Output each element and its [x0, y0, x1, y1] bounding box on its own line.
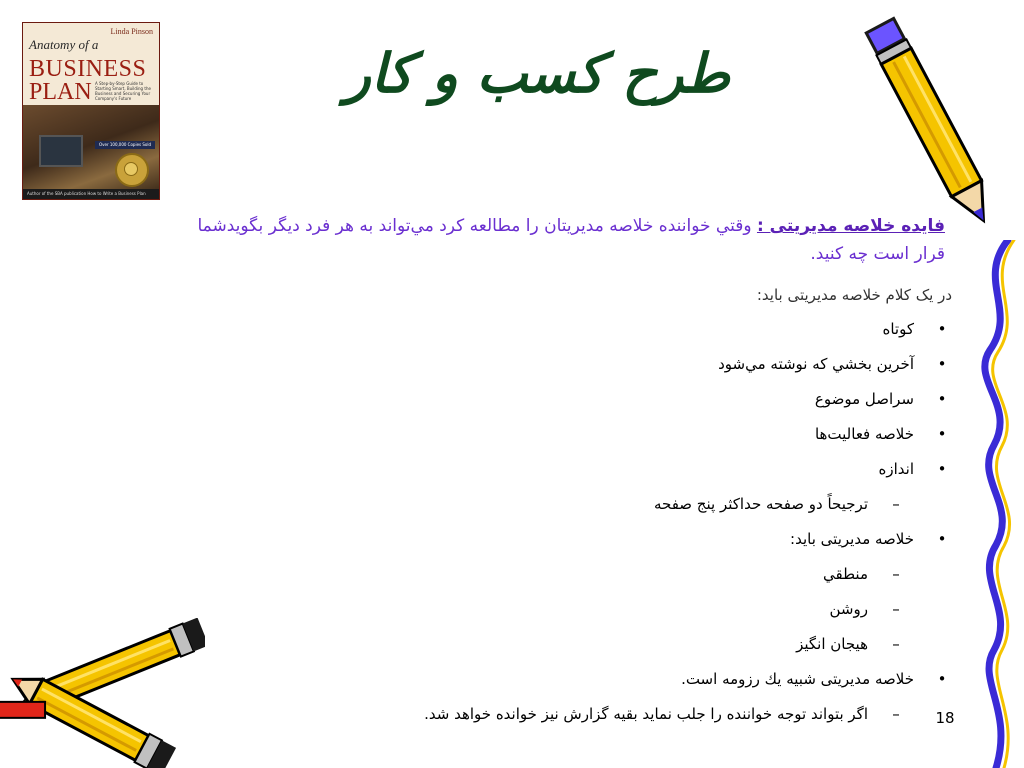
list-item	[260, 417, 952, 452]
intro-text: وقتي خواننده خلاصه مديريتان را مطالعه کرد مي‌تواند به هر فرد ديگر بگويدشما قرار است چه کنيد.	[197, 216, 945, 264]
list-item-text: خلاصه مدیریتی باید:	[790, 530, 914, 548]
sub-list-item-text: ترجیحاً دو صفحه حداکثر پنج صفحه	[653, 495, 868, 513]
dash-marker: –	[892, 705, 900, 723]
list-item	[260, 522, 952, 557]
list-item-text: خلاصه فعاليت‌ها	[814, 425, 914, 443]
section-subheading: در یک کلام خلاصه مدیریتی باید:	[756, 286, 952, 304]
sub-list-item	[260, 697, 952, 732]
bullet-marker: •	[937, 320, 947, 338]
list-item-text: خلاصه مديريتی شبيه يك رزومه است.	[681, 670, 914, 688]
intro-paragraph	[180, 212, 945, 268]
slide-title: طرح کسب و کار	[344, 42, 730, 105]
sub-list-item-text: منطقي	[823, 565, 868, 583]
bullet-marker: •	[937, 355, 947, 373]
book-title-line1: BUSINESS	[29, 56, 147, 82]
list-item	[260, 347, 952, 382]
sub-list-item	[260, 592, 952, 627]
pencils-icon	[0, 618, 205, 768]
list-item	[260, 452, 952, 487]
book-copies-badge: Over 100,000 Copies Sold	[95, 141, 155, 149]
list-item-text: سراصل موضوع	[814, 390, 914, 408]
bullet-marker: •	[937, 530, 947, 548]
list-item-text: کوتاه	[882, 320, 914, 338]
book-blurb: A Step-by-Step Guide to Starting Smart, Building the Business and Securing Your Company's Future	[95, 81, 151, 101]
dash-marker: –	[892, 495, 900, 513]
bullet-marker: •	[937, 670, 947, 688]
list-item-text: اندازه	[878, 460, 914, 478]
book-footer: Author of the SBA publication How to Write a Business Plan	[23, 189, 160, 199]
book-subtitle: Anatomy of a	[29, 37, 99, 52]
bullet-marker: •	[937, 425, 947, 443]
sub-list-item-text: اگر بتواند توجه خواننده را جلب نمايد بقيه گزارش نيز خوانده خواهد شد.	[424, 705, 868, 723]
sub-list-item	[260, 487, 952, 522]
sub-list-item	[260, 627, 952, 662]
list-item	[260, 382, 952, 417]
page-number: 18	[935, 709, 955, 727]
dash-marker: –	[892, 635, 900, 653]
sub-list-item-text: هيجان انگيز	[796, 635, 868, 653]
book-cover-image	[22, 22, 160, 200]
dash-marker: –	[892, 565, 900, 583]
intro-term: فايده خلاصه مديريتی :	[756, 216, 945, 236]
sub-list-item	[260, 557, 952, 592]
book-laptop	[39, 135, 83, 167]
book-author: Linda Pinson	[110, 27, 153, 36]
list-item	[260, 312, 952, 347]
book-seal-icon	[115, 153, 149, 187]
sub-list-item-text: روشن	[829, 600, 868, 618]
dash-marker: –	[892, 600, 900, 618]
list-item-text: آخرين بخشي که نوشته مي‌شود	[718, 355, 914, 373]
wave-border	[968, 240, 1024, 768]
bullet-marker: •	[937, 460, 947, 478]
bullet-marker: •	[937, 390, 947, 408]
bullet-list	[260, 312, 952, 732]
pencil-icon	[860, 4, 1000, 244]
book-title-line2: PLAN	[29, 79, 92, 105]
list-item	[260, 662, 952, 697]
